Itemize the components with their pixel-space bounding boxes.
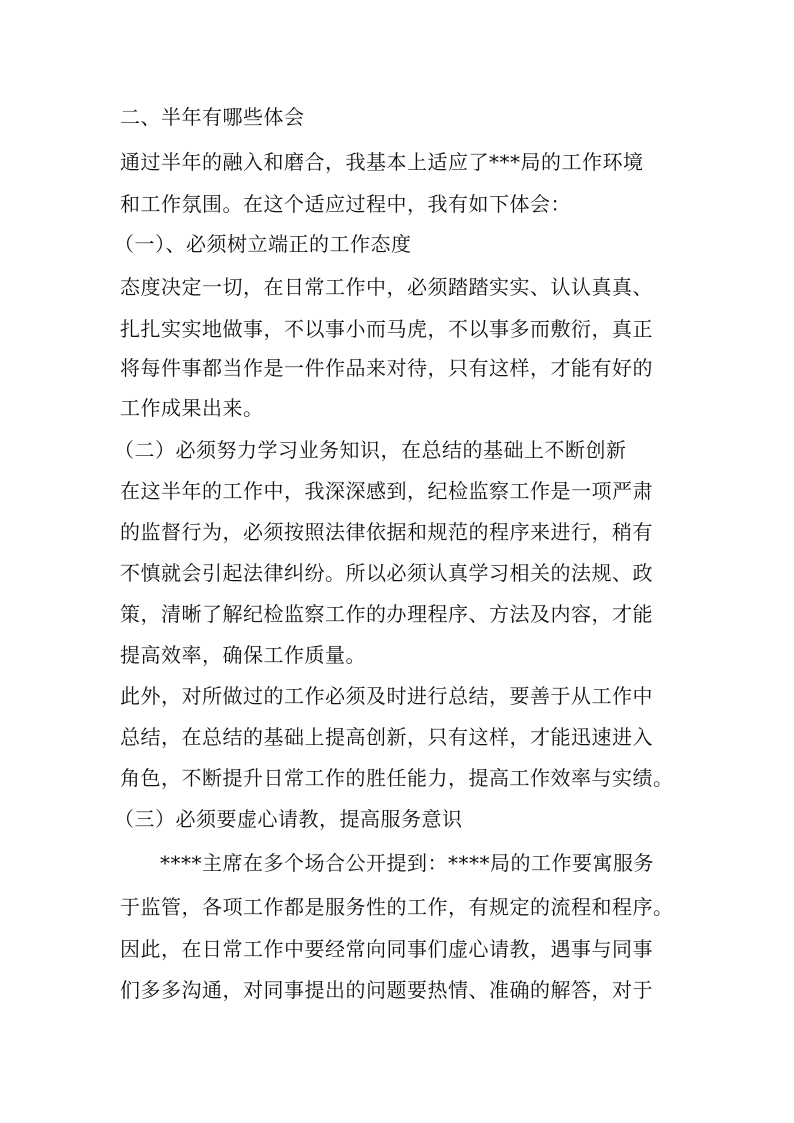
paragraph-line: 和工作氛围。在这个适应过程中，我有如下体会： xyxy=(120,192,571,216)
paragraph-line: 扎扎实实地做事，不以事小而马虎，不以事多而敷衍，真正 xyxy=(120,317,653,341)
subsection-heading: （二）必须努力学习业务知识，在总结的基础上不断创新 xyxy=(114,438,627,462)
paragraph-line: 不慎就会引起法律纠纷。所以必须认真学习相关的法规、政 xyxy=(120,561,653,585)
paragraph-line: 态度决定一切，在日常工作中，必须踏踏实实、认认真真、 xyxy=(120,275,653,299)
paragraph-line: 工作成果出来。 xyxy=(120,396,264,420)
subsection-heading: （一）、必须树立端正的工作态度 xyxy=(114,232,412,256)
paragraph-line: 于监管，各项工作都是服务性的工作，有规定的流程和程序。 xyxy=(120,895,674,919)
paragraph-line: 通过半年的融入和磨合，我基本上适应了***局的工作环境 xyxy=(120,150,644,174)
paragraph-line: 的监督行为，必须按照法律依据和规范的程序来进行，稍有 xyxy=(120,520,653,544)
paragraph-line: 总结，在总结的基础上提高创新，只有这样，才能迅速进入 xyxy=(120,725,653,749)
paragraph-line: 们多多沟通，对同事提出的问题要热情、准确的解答，对于 xyxy=(120,978,653,1002)
paragraph-line: 因此，在日常工作中要经常向同事们虚心请教，遇事与同事 xyxy=(120,937,653,961)
paragraph-line: ****主席在多个场合公开提到：****局的工作要寓服务 xyxy=(160,851,654,875)
paragraph-line: 将每件事都当作是一件作品来对待，只有这样，才能有好的 xyxy=(120,356,653,380)
subsection-heading: （三）必须要虚心请教，提高服务意识 xyxy=(114,807,463,831)
paragraph-line: 策，清晰了解纪检监察工作的办理程序、方法及内容，才能 xyxy=(120,602,653,626)
section-heading: 二、半年有哪些体会 xyxy=(120,105,305,129)
paragraph-line: 角色，不断提升日常工作的胜任能力，提高工作效率与实绩。 xyxy=(120,766,674,790)
paragraph-line: 提高效率，确保工作质量。 xyxy=(120,643,366,667)
paragraph-line: 此外，对所做过的工作必须及时进行总结，要善于从工作中 xyxy=(120,684,653,708)
paragraph-line: 在这半年的工作中，我深深感到，纪检监察工作是一项严肃 xyxy=(120,479,653,503)
